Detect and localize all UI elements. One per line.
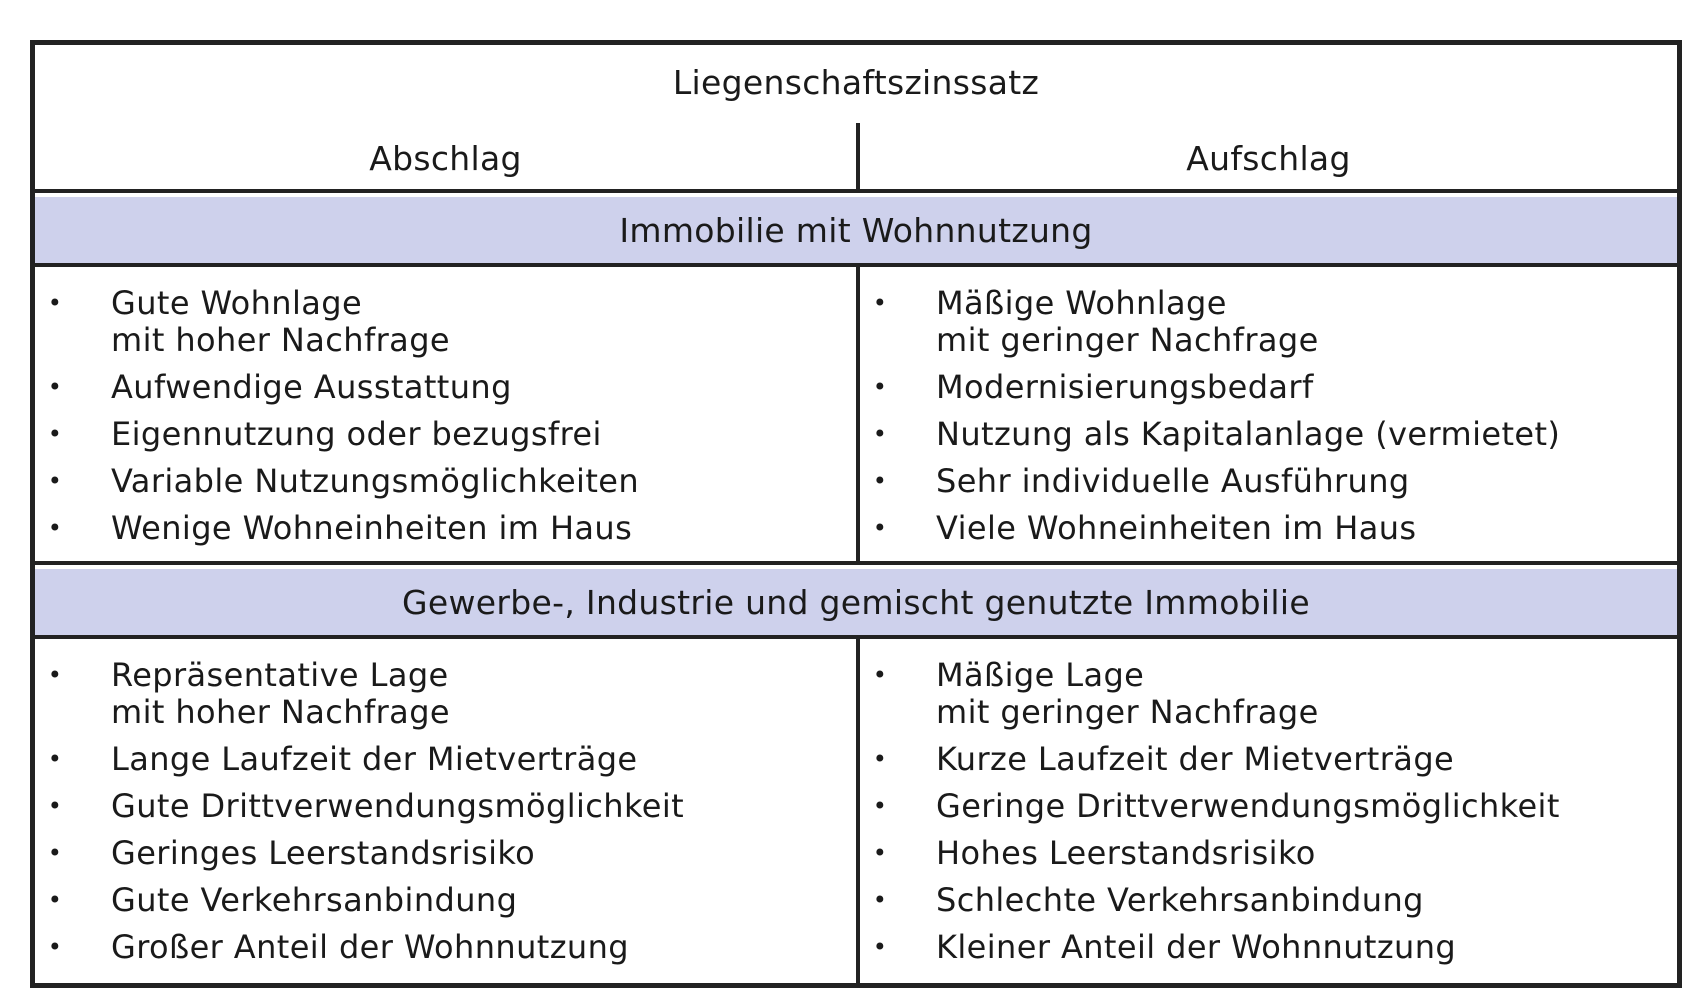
list-item-text: Geringes Leerstandsrisiko	[111, 834, 536, 872]
column-header-row	[35, 123, 1677, 193]
bullet-icon: •	[872, 373, 888, 401]
list-item	[35, 657, 850, 731]
bullet-icon: •	[47, 933, 63, 961]
section-body-gewerbe	[35, 639, 1677, 983]
list-item	[35, 463, 850, 500]
section-header-gewerbe	[35, 569, 1677, 639]
list-item-text: Geringe Drittverwendungsmöglichkeit	[936, 787, 1560, 825]
list-item	[860, 463, 1675, 500]
list-item	[35, 369, 850, 406]
table-title: Liegenschaftszinssatz	[672, 63, 1040, 102]
list-item-text: mit geringer Nachfrage	[936, 321, 1319, 359]
column-header-aufschlag: Aufschlag	[1186, 139, 1351, 178]
bullet-icon: •	[47, 839, 63, 867]
list-item-text: Repräsentative Lage	[111, 656, 449, 694]
list-item-text: Aufwendige Ausstattung	[111, 368, 512, 406]
section-title: Immobilie mit Wohnnutzung	[619, 211, 1093, 250]
list-item	[860, 285, 1675, 359]
list-item-text: Sehr individuelle Ausführung	[936, 462, 1410, 500]
list-item-text: Kleiner Anteil der Wohnnutzung	[936, 928, 1457, 966]
list-item	[35, 285, 850, 359]
bullet-icon: •	[47, 745, 63, 773]
list-item-text: Kurze Laufzeit der Mietverträge	[936, 740, 1455, 778]
table-title-row	[35, 45, 1677, 123]
list-item-text: Gute Wohnlage	[111, 284, 363, 322]
list-item	[860, 929, 1675, 966]
list-item	[35, 835, 850, 872]
abschlag-list	[35, 285, 850, 557]
bullet-icon: •	[872, 886, 888, 914]
bullet-icon: •	[47, 792, 63, 820]
column-header-abschlag: Abschlag	[369, 139, 522, 178]
bullet-icon: •	[47, 289, 63, 317]
bullet-icon: •	[872, 792, 888, 820]
list-item	[860, 741, 1675, 778]
bullet-icon: •	[47, 373, 63, 401]
list-item-text: Wenige Wohneinheiten im Haus	[111, 509, 633, 547]
list-item-text: Großer Anteil der Wohnnutzung	[111, 928, 629, 966]
section-body-wohnnutzung	[35, 267, 1677, 565]
bullet-icon: •	[47, 886, 63, 914]
list-item-text: Gute Verkehrsanbindung	[111, 881, 518, 919]
list-item	[860, 788, 1675, 825]
bullet-icon: •	[872, 289, 888, 317]
list-item-text: Schlechte Verkehrsanbindung	[936, 881, 1424, 919]
list-item	[860, 882, 1675, 919]
list-item-text: Hohes Leerstandsrisiko	[936, 834, 1316, 872]
list-item	[35, 882, 850, 919]
list-item-text: Nutzung als Kapitalanlage (vermietet)	[936, 415, 1561, 453]
list-item	[35, 510, 850, 547]
list-item-text: Modernisierungsbedarf	[936, 368, 1314, 406]
comparison-table	[30, 40, 1682, 988]
list-item	[860, 657, 1675, 731]
bullet-icon: •	[872, 467, 888, 495]
list-item	[860, 835, 1675, 872]
section-header-wohnnutzung	[35, 197, 1677, 267]
abschlag-list	[35, 657, 850, 976]
section-title: Gewerbe-, Industrie und gemischt genutzte Immobilie	[402, 583, 1310, 622]
list-item	[35, 416, 850, 453]
bullet-icon: •	[47, 514, 63, 542]
list-item	[35, 788, 850, 825]
list-item	[860, 416, 1675, 453]
list-item-text: mit hoher Nachfrage	[111, 693, 450, 731]
aufschlag-list	[860, 285, 1675, 557]
bullet-icon: •	[872, 514, 888, 542]
bullet-icon: •	[47, 467, 63, 495]
list-item-text: Gute Drittverwendungsmöglichkeit	[111, 787, 685, 825]
bullet-icon: •	[872, 420, 888, 448]
bullet-icon: •	[47, 420, 63, 448]
bullet-icon: •	[872, 745, 888, 773]
bullet-icon: •	[872, 839, 888, 867]
list-item	[860, 369, 1675, 406]
list-item-text: Mäßige Lage	[936, 656, 1145, 694]
list-item-text: mit hoher Nachfrage	[111, 321, 450, 359]
list-item	[35, 929, 850, 966]
list-item	[35, 741, 850, 778]
aufschlag-list	[860, 657, 1675, 976]
bullet-icon: •	[872, 661, 888, 689]
list-item-text: Eigennutzung oder bezugsfrei	[111, 415, 602, 453]
list-item-text: Lange Laufzeit der Mietverträge	[111, 740, 638, 778]
list-item	[860, 510, 1675, 547]
list-item-text: Viele Wohneinheiten im Haus	[936, 509, 1417, 547]
list-item-text: Variable Nutzungsmöglichkeiten	[111, 462, 640, 500]
list-item-text: mit geringer Nachfrage	[936, 693, 1319, 731]
bullet-icon: •	[47, 661, 63, 689]
bullet-icon: •	[872, 933, 888, 961]
list-item-text: Mäßige Wohnlage	[936, 284, 1227, 322]
